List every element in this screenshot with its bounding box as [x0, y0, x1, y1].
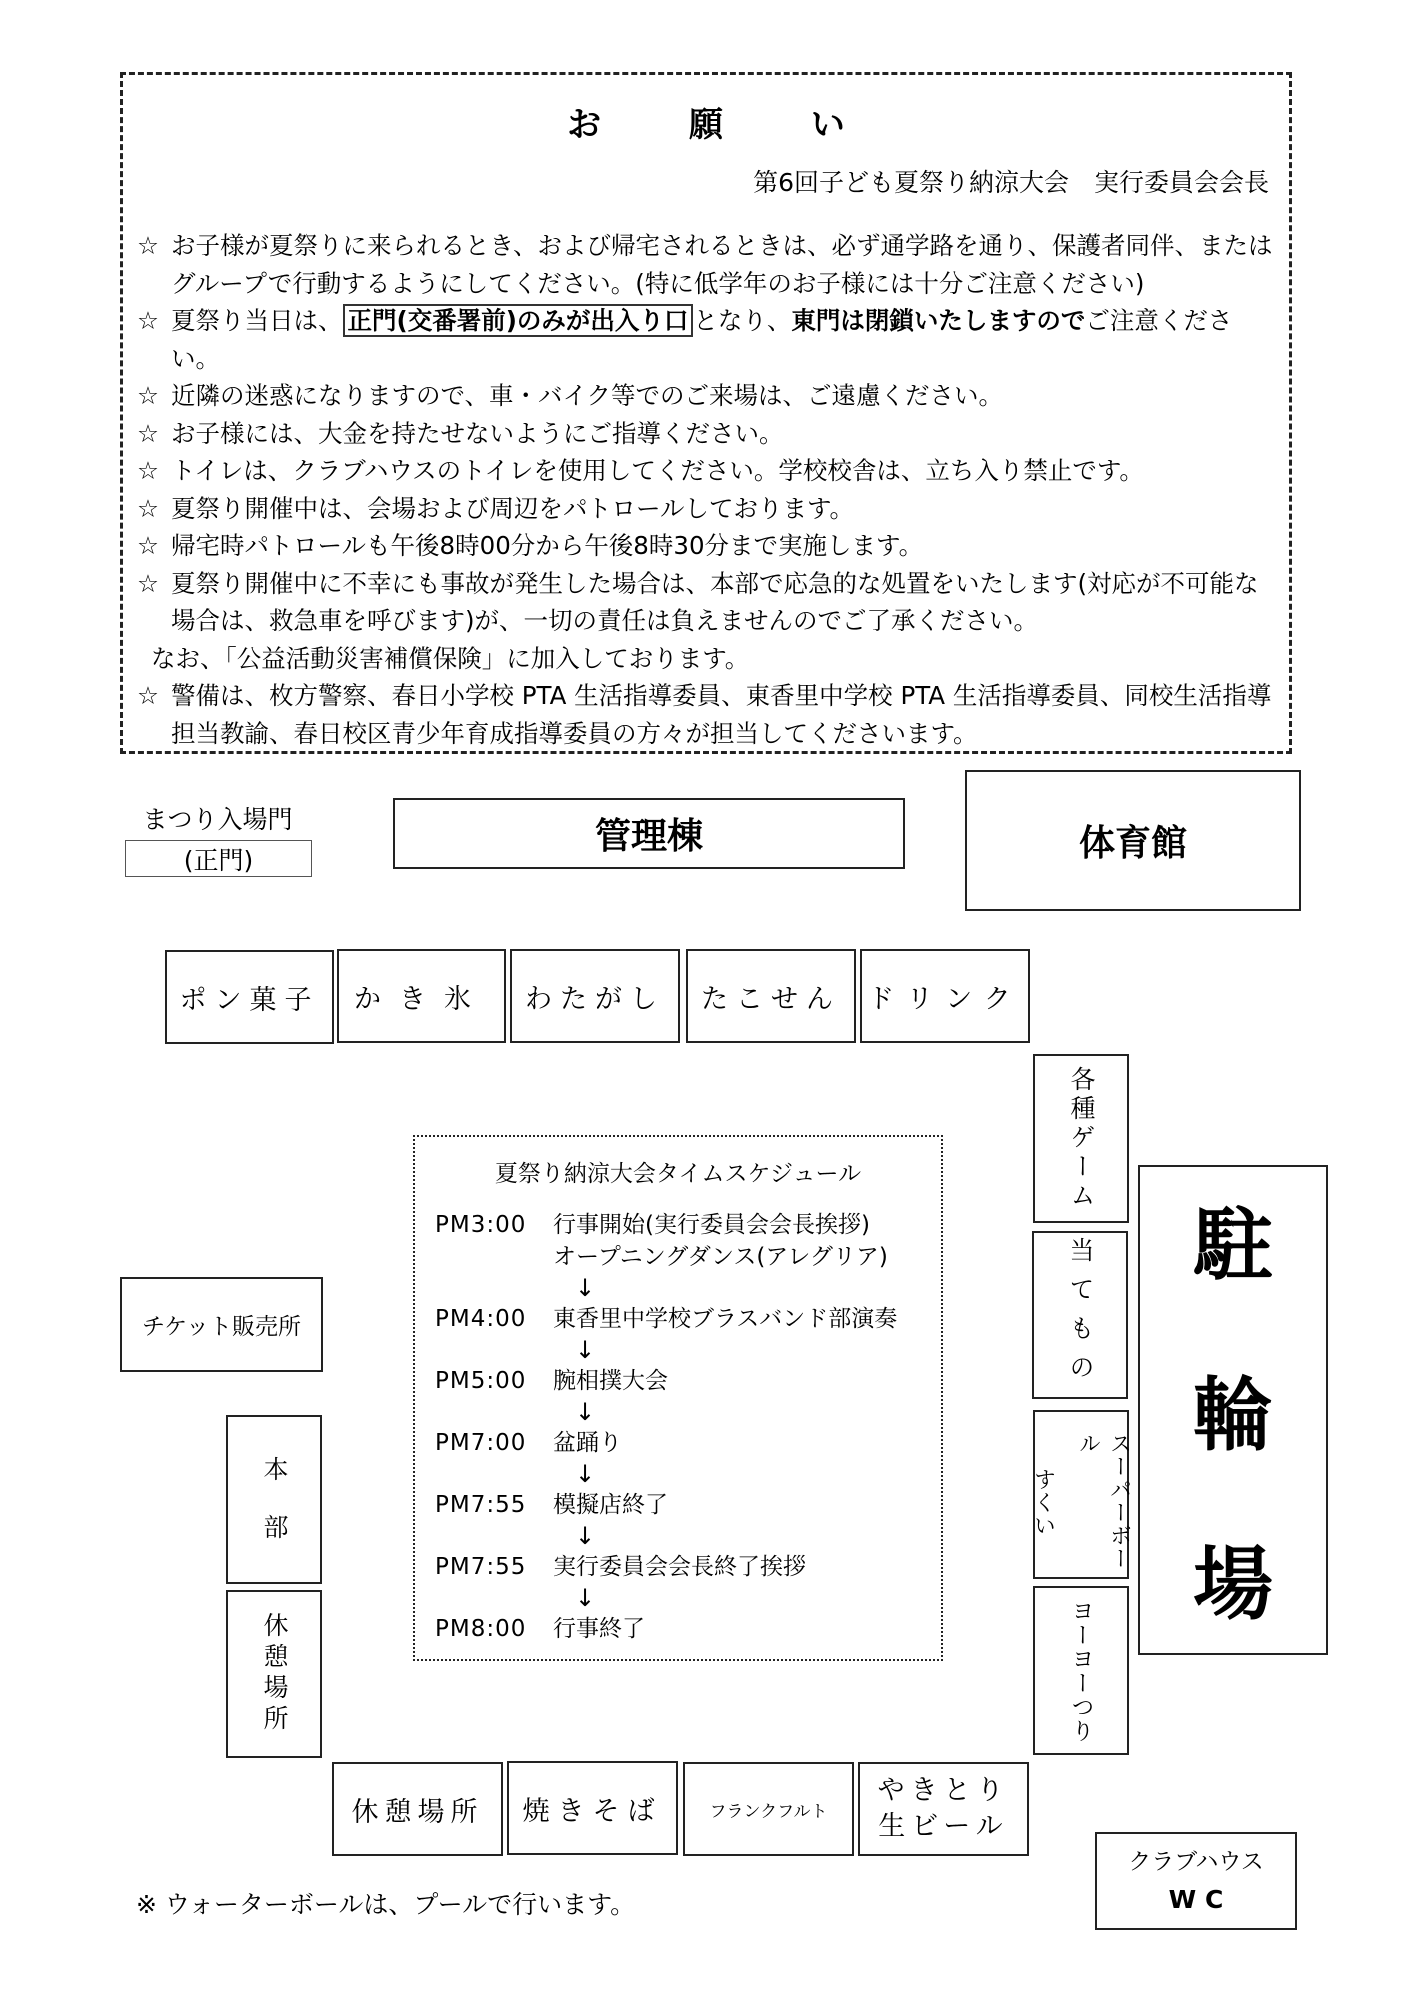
stall-takosen: たこせん — [686, 949, 856, 1043]
notice-item: ☆ お子様には、大金を持たせないようにご指導ください。 — [137, 415, 1273, 453]
schedule-row: PM8:00 行事終了 — [435, 1616, 645, 1642]
schedule-row: PM7:55 模擬店終了 — [435, 1492, 668, 1518]
entrance-gate-label: まつり入場門 — [142, 805, 293, 834]
stall-yoyo: ヨーヨーつり — [1033, 1586, 1129, 1755]
arrow-down-icon: ↓ — [575, 1522, 596, 1550]
gym-building: 体育館 — [965, 770, 1301, 911]
notice-item: ☆ トイレは、クラブハウスのトイレを使用してください。学校校舎は、立ち入り禁止です。 — [137, 452, 1273, 490]
stall-superball: スーパーボール すくい — [1033, 1410, 1129, 1579]
star-icon: ☆ — [137, 381, 159, 410]
schedule-row: PM7:00 盆踊り — [435, 1430, 622, 1456]
notice-signature: 第6回子ども夏祭り納涼大会 実行委員会会長 — [753, 168, 1269, 197]
schedule-row: PM4:00 東香里中学校ブラスバンド部演奏 — [435, 1306, 898, 1332]
notice-box — [120, 72, 1292, 754]
main-gate-box: (正門) — [125, 840, 312, 877]
notice-item: ☆ 帰宅時パトロールも午後8時00分から午後8時30分まで実施します。 — [137, 527, 1273, 565]
stall-pon-gashi: ポン菓子 — [165, 950, 334, 1044]
star-icon: ☆ — [137, 456, 159, 485]
notice-item: ☆ 近隣の迷惑になりますので、車・バイク等でのご来場は、ご遠慮ください。 — [137, 377, 1273, 415]
stall-frankfurt: フランクフルト — [683, 1762, 854, 1856]
schedule-title: 夏祭り納涼大会タイムスケジュール — [494, 1161, 862, 1187]
stall-yakitori-beer: やきとり 生ビール — [858, 1762, 1029, 1856]
star-icon: ☆ — [137, 681, 159, 710]
notice-item: ☆ お子様が夏祭りに来られるとき、および帰宅されるときは、必ず通学路を通り、保護者同伴、またはグループで行動するようにしてください。(特に低学年のお子様には十分ご注意ください) — [137, 227, 1273, 302]
schedule-row: PM5:00 腕相撲大会 — [435, 1368, 668, 1394]
east-gate-closed: 東門は閉鎖いたしますので — [791, 306, 1086, 335]
time-schedule — [413, 1135, 943, 1661]
schedule-rows — [435, 1209, 897, 1645]
stall-atemono: 当てもの — [1032, 1231, 1128, 1399]
star-icon: ☆ — [137, 306, 159, 335]
headquarters: 本 部 — [226, 1415, 322, 1584]
stall-games: 各種ゲーム — [1033, 1054, 1129, 1223]
ticket-booth: チケット販売所 — [120, 1277, 323, 1372]
stall-watagashi: わたがし — [510, 949, 680, 1043]
star-icon: ☆ — [137, 418, 159, 448]
footnote: ※ ウォーターボールは、プールで行います。 — [136, 1890, 636, 1919]
star-icon: ☆ — [137, 568, 159, 598]
schedule-row: オープニングダンス(アレグリア) — [553, 1244, 888, 1270]
star-icon: ☆ — [137, 493, 159, 523]
clubhouse-wc: クラブハウス W C — [1095, 1832, 1297, 1930]
notice-title: お 願 い — [567, 105, 883, 145]
admin-building: 管理棟 — [393, 798, 905, 869]
arrow-down-icon: ↓ — [575, 1584, 596, 1612]
arrow-down-icon: ↓ — [575, 1274, 596, 1302]
stall-rest-area: 休憩場所 — [332, 1762, 503, 1856]
notice-item: ☆ 夏祭り当日は、 正門(交番署前)のみが出入り口 となり、東門は閉鎖いたしますのでご注意ください。 — [137, 302, 1273, 377]
insurance-note: なお、「公益活動災害補償保険」に加入しております。 — [151, 643, 750, 673]
schedule-row: PM7:55 実行委員会会長終了挨拶 — [435, 1554, 806, 1580]
notice-list — [137, 227, 1273, 752]
main-gate-highlight: 正門(交番署前)のみが出入り口 — [343, 304, 694, 337]
notice-item: ☆ 警備は、枚方警察、春日小学校 PTA 生活指導委員、東香里中学校 PTA 生活指導委員、同校生活指導担当教諭、春日校区青少年育成指導委員の方々が担当してくださいます。 — [137, 677, 1273, 752]
arrow-down-icon: ↓ — [575, 1336, 596, 1364]
star-icon: ☆ — [137, 231, 159, 260]
bicycle-parking: 駐 輪 場 — [1138, 1165, 1328, 1655]
schedule-row: PM3:00 行事開始(実行委員会会長挨拶) — [435, 1212, 870, 1238]
star-icon: ☆ — [137, 531, 159, 560]
stall-drink: ドリンク — [860, 949, 1030, 1043]
stall-kakigori: かき氷 — [337, 949, 506, 1043]
stall-yakisoba: 焼きそば — [507, 1761, 678, 1855]
arrow-down-icon: ↓ — [575, 1398, 596, 1426]
notice-item: ☆ 夏祭り開催中に不幸にも事故が発生した場合は、本部で応急的な処置をいたします(対応が不可能な場合は、救急車を呼びます)が、一切の責任は負えませんのでご了承ください。 — [137, 565, 1273, 640]
rest-area-vertical: 休憩場所 — [226, 1590, 322, 1758]
notice-item: ☆ 夏祭り開催中は、会場および周辺をパトロールしております。 — [137, 490, 1273, 528]
arrow-down-icon: ↓ — [575, 1460, 596, 1488]
